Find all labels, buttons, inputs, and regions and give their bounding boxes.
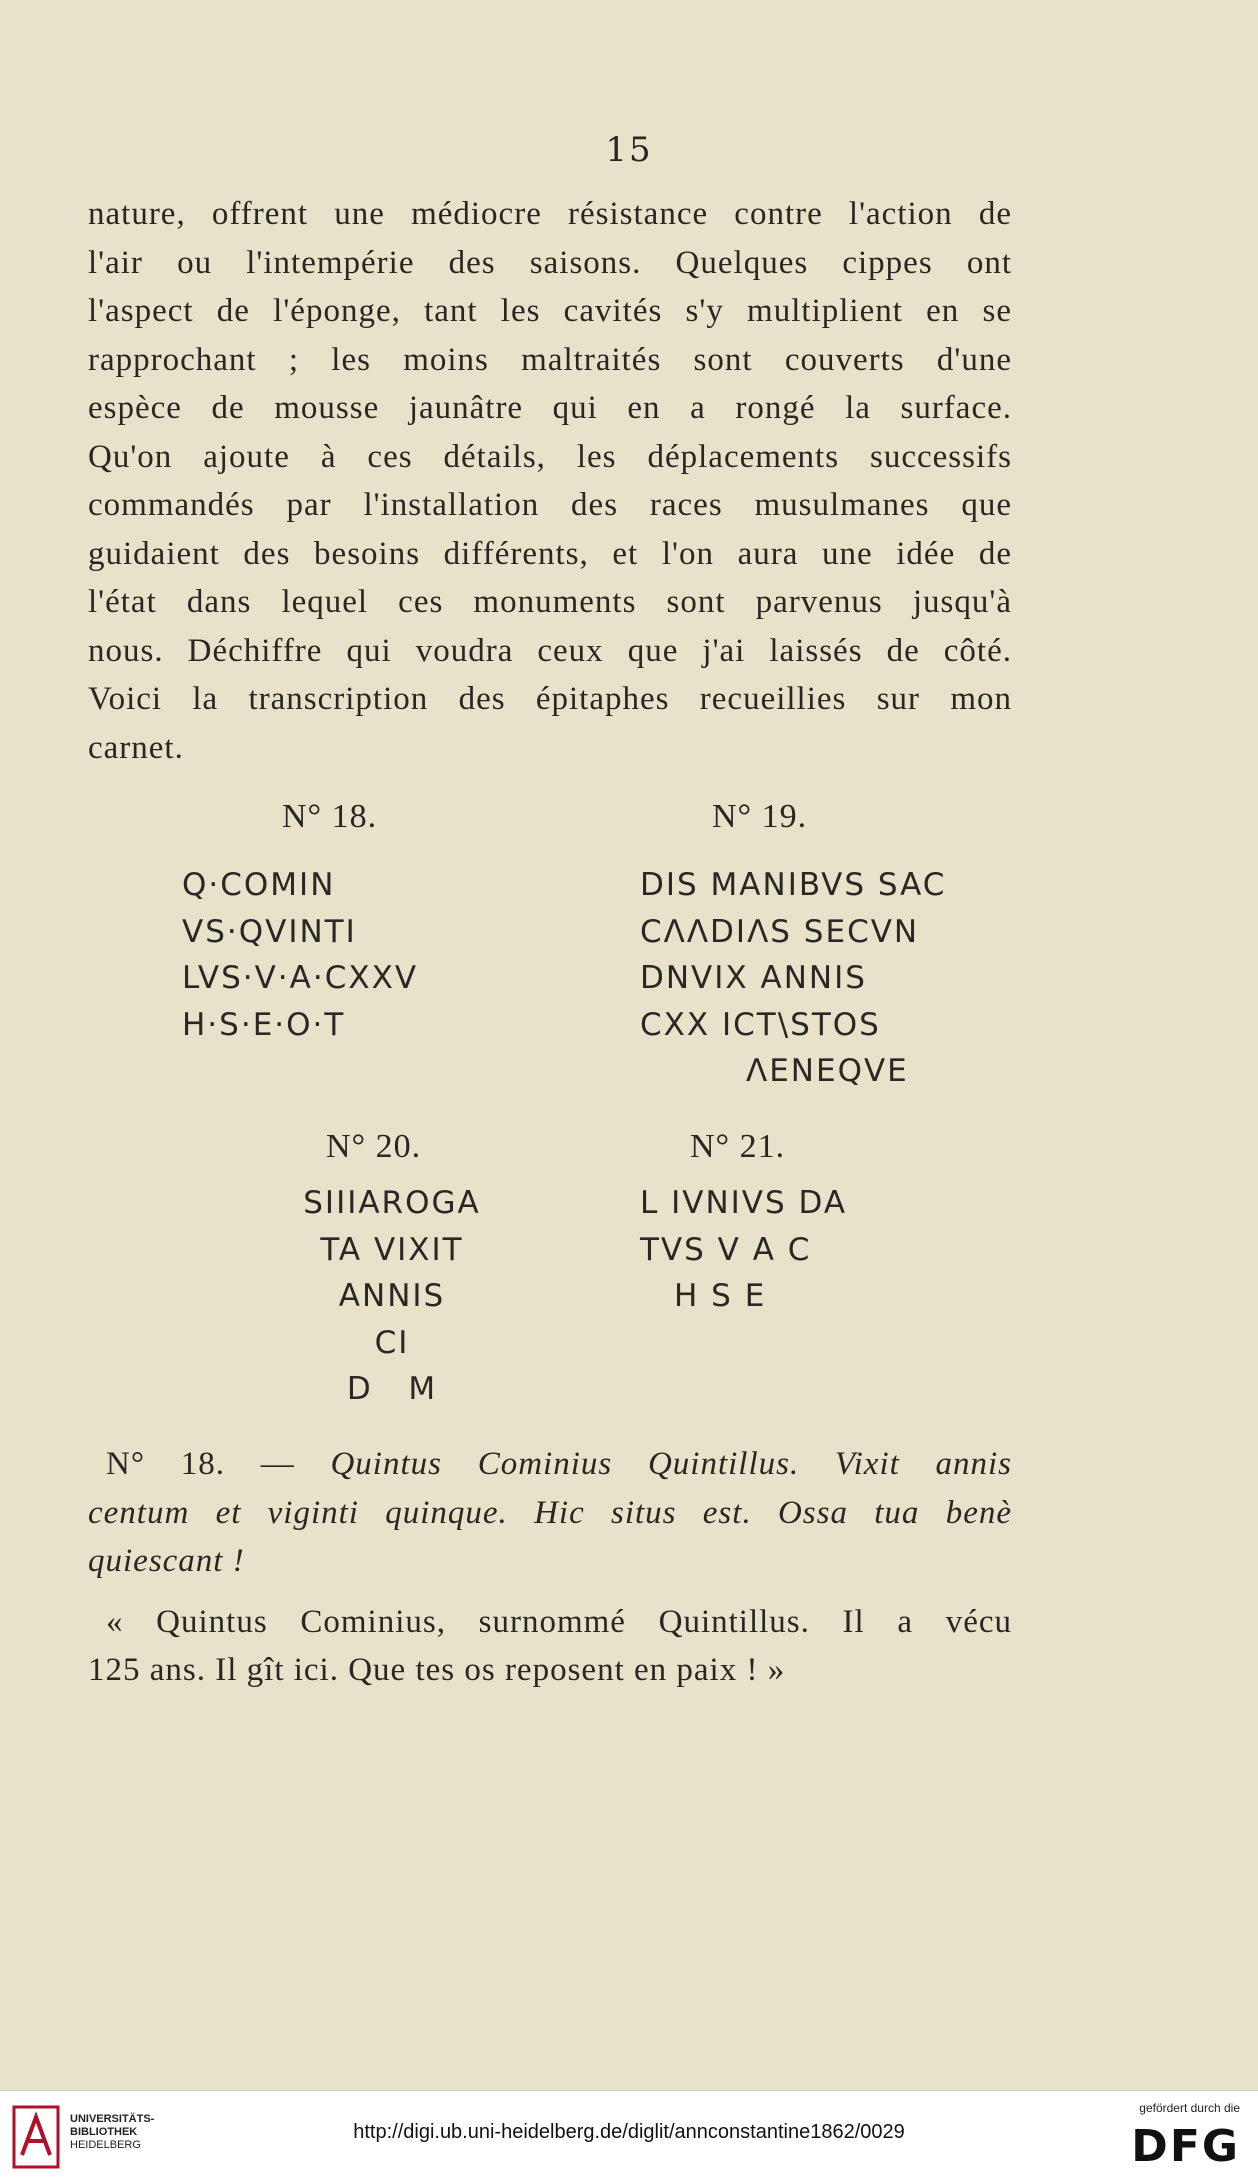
inscription-line: VS·QVINTI [182,913,357,950]
dfg-logo[interactable]: DFG [1131,2121,1240,2172]
latin-text: quiescant ! [88,1543,245,1579]
inscription-line: L IVNIVS DA [640,1185,848,1221]
inscription-line: H S E [674,1278,767,1314]
inscription-19-text [640,862,946,1095]
french-line: 125 ans. Il gît ici. Que tes os reposent en paix ! » [88,1652,786,1688]
french-line: « Quintus Cominius, surnommé Quintillus. Il a vécu [106,1603,1012,1640]
inscription-line: ANNIS [338,1278,446,1314]
paragraph-line: Qu'on ajoute à ces détails, les déplacements successifs [88,438,1012,475]
translation-line [88,1489,1012,1538]
funding-caption: gefördert durch die [1139,2101,1240,2115]
translation-line [88,1440,1012,1489]
page-number: 15 [605,130,653,170]
latin-text: centum et viginti quinque. Hic situs est. Ossa tua benè [88,1494,1012,1531]
inscription-line: D M [346,1371,438,1407]
inscription-21-heading: N° 21. [690,1128,786,1165]
paragraph-line: Voici la transcription des épitaphes recueillies sur mon [88,681,1012,717]
paragraph-line: nous. Déchiffre qui voudra ceux que j'ai laissés de côté. [88,632,1012,669]
permalink-url[interactable]: http://digi.ub.uni-heidelberg.de/diglit/annconstantine1862/0029 [353,2121,905,2143]
latin-text: Quintus Cominius Quintillus. Vixit annis [330,1446,1013,1482]
inscription-line: CΛΛDIΛS SECVN [640,913,920,950]
paragraph-line: nature, offrent une médiocre résistance contre l'action de [88,196,1012,232]
inscription-line: TVS V A C [640,1231,812,1268]
translation-prefix: N° 18. — [106,1446,295,1482]
inscription-line: CI [374,1324,410,1361]
inscription-20-text [292,1180,492,1413]
paragraph-line: carnet. [88,729,184,766]
inscription-line: H·S·E·O·T [182,1006,346,1043]
translation-block [88,1440,1012,1695]
paragraph-line: rapprochant ; les moins maltraités sont couverts d'une [88,341,1012,378]
library-name-line: UNIVERSITÄTS- [70,2113,155,2125]
digitization-footer [0,2090,1258,2182]
inscription-18-text [182,862,418,1048]
inscription-line: LVS·V·A·CXXV [182,960,419,996]
inscription-line: DIS MANIBVS SAC [640,867,947,903]
inscription-20-heading: N° 20. [326,1128,422,1165]
paragraph-line: l'état dans lequel ces monuments sont parvenus jusqu'à [88,584,1012,620]
paragraph-line: espèce de mousse jaunâtre qui en a rongé la surface. [88,390,1012,426]
inscription-line: ΛENEQVE [746,1053,909,1089]
paragraph-line: l'air ou l'intempérie des saisons. Quelques cippes ont [88,244,1012,281]
inscription-line: Q·COMIN [182,867,336,903]
inscription-line: DNVIX ANNIS [640,960,867,996]
body-paragraph [88,190,1012,772]
library-name-line: HEIDELBERG [70,2139,141,2151]
inscription-line: CXX ICT\STOS [640,1006,881,1043]
inscription-18-heading: N° 18. [282,798,378,835]
inscription-line: SIIIAROGA [303,1185,481,1221]
paragraph-line: commandés par l'installation des races musulmanes que [88,487,1012,523]
inscription-19-heading: N° 19. [712,798,808,835]
paragraph-line: guidaient des besoins différents, et l'on aura une idée de [88,535,1012,572]
library-name-line: BIBLIOTHEK [70,2126,138,2138]
translation-line [88,1537,1012,1586]
inscription-line: TA VIXIT [320,1231,464,1268]
inscription-21-text [640,1180,847,1320]
paragraph-line: l'aspect de l'éponge, tant les cavités s'y multiplient en se [88,293,1012,329]
